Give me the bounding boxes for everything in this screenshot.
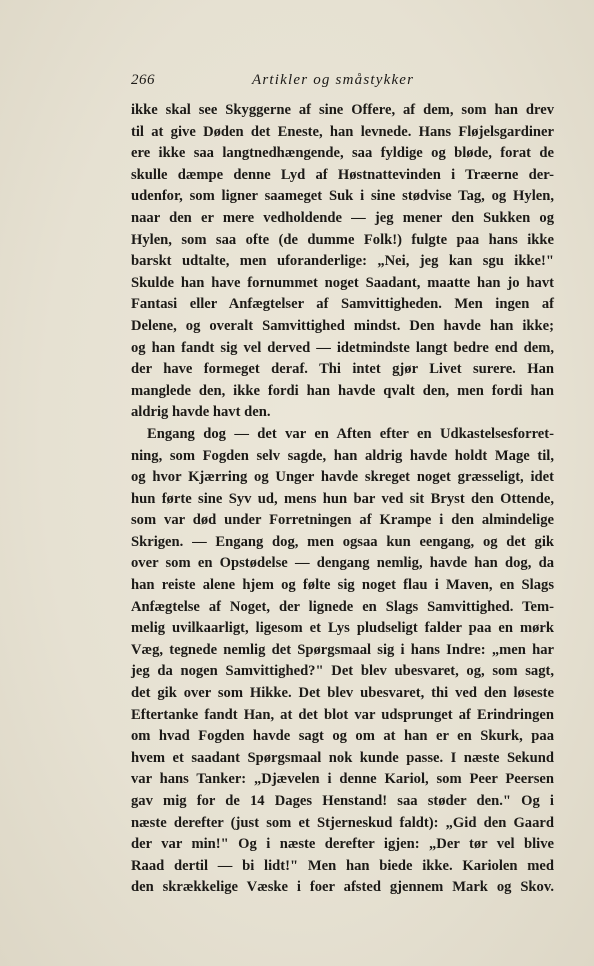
text-line: til at give Døden det Eneste, han levnede. Hans Fløjelsgardiner bbox=[131, 123, 554, 140]
text-line: den skrækkelige Væske i foer afsted gjennem Mark og Skov. bbox=[131, 879, 554, 896]
paragraph-end-line: aldrig havde havt den. bbox=[131, 404, 271, 421]
text-line: hvem et saadant Spørgsmaal nok kunde passe. I næste Sekund bbox=[131, 749, 554, 766]
body-text bbox=[131, 100, 554, 899]
paragraph-start-line: Engang dog — det var en Aften efter en Udkastelsesforret- bbox=[147, 425, 554, 442]
text-line: udenfor, som ligner saameget Suk i sine stødvise Tag, og Hylen, bbox=[131, 188, 554, 205]
text-line: næste derefter (just som et Stjerneskud faldt): „Gid den Gaard bbox=[131, 814, 554, 831]
text-line: og han fandt sig vel derved — idetmindste langt bedre end dem, bbox=[131, 339, 554, 356]
text-line: skulle dæmpe denne Lyd af Høstnattevinden i Træerne der- bbox=[131, 166, 554, 183]
text-line: Delene, og overalt Samvittighed mindst. Den havde han ikke; bbox=[131, 317, 554, 334]
text-line: var hans Tanker: „Djævelen i denne Kariol, som Peer Peersen bbox=[131, 771, 554, 788]
text-line: melig uvilkaarligt, ligesom et Lys pludseligt falder paa en mørk bbox=[131, 620, 554, 637]
text-line: ikke skal see Skyggerne af sine Offere, af dem, som han drev bbox=[131, 102, 554, 118]
text-line: han reiste alene hjem og følte sig noget flau i Maven, en Slags bbox=[131, 577, 554, 594]
text-line: Fantasi eller Anfægtelser af Samvittigheden. Men ingen af bbox=[131, 296, 554, 313]
text-line: Raad dertil — bi lidt!" Men han biede ikke. Kariolen med bbox=[131, 857, 554, 874]
text-line: det gik over som Hikke. Det blev ubesvaret, thi ved den løseste bbox=[131, 685, 554, 702]
text-line: Hylen, som saa ofte (de dumme Folk!) fulgte paa hans ikke bbox=[131, 231, 554, 248]
page-number: 266 bbox=[131, 72, 155, 88]
text-line: og hvor Kjærring og Unger havde skreget noget græsseligt, idet bbox=[131, 469, 554, 486]
text-line: ere ikke saa langtnedhængende, saa fyldige og bløde, forat de bbox=[131, 145, 554, 162]
text-line: som var død under Forretningen af Krampe i den almindelige bbox=[131, 512, 554, 529]
page-header bbox=[131, 72, 451, 92]
text-line: naar den er mere vedholdende — jeg mener den Sukken og bbox=[131, 209, 554, 226]
running-title: Artikler og småstykker bbox=[252, 72, 415, 88]
text-line: der have formeget deraf. Thi intet gjør Livet surere. Han bbox=[131, 361, 554, 378]
text-line: Skrigen. — Engang dog, men ogsaa kun eengang, og det gik bbox=[131, 533, 554, 550]
text-line: Væg, tegnede nemlig det Spørgsmaal sig i hans Indre: „men har bbox=[131, 641, 554, 658]
text-line: over som en Opstødelse — dengang nemlig, havde han dog, da bbox=[131, 555, 554, 572]
text-line: ning, som Fogden selv sagde, han aldrig havde holdt Mage til, bbox=[131, 447, 554, 464]
text-line: Eftertanke fandt Han, at det blot var udsprunget af Erindringen bbox=[131, 706, 554, 723]
text-line: manglede den, ikke fordi han havde qvalt den, men fordi han bbox=[131, 382, 554, 399]
text-line: Skulde han have fornummet noget Saadant, maatte han jo havt bbox=[131, 274, 554, 291]
text-line: gav mig for de 14 Dages Henstand! saa støder den." Og i bbox=[131, 793, 554, 809]
text-line: om hvad Fogden havde sagt og om at han er en Skurk, paa bbox=[131, 728, 554, 745]
text-line: der var min!" Og i næste derefter igjen: „Der tør vel blive bbox=[131, 836, 554, 853]
text-line: hun førte sine Syv ud, mens hun bar ved sit Bryst den Ottende, bbox=[131, 490, 554, 507]
text-line: barskt udtalte, men uforanderlige: „Nei, jeg kan sgu ikke!" bbox=[131, 253, 554, 270]
text-line: Anfægtelse af Noget, der lignede en Slags Samvittighed. Tem- bbox=[131, 598, 554, 615]
text-line: jeg da nogen Samvittighed?" Det blev ubesvaret, og, som sagt, bbox=[131, 663, 554, 680]
